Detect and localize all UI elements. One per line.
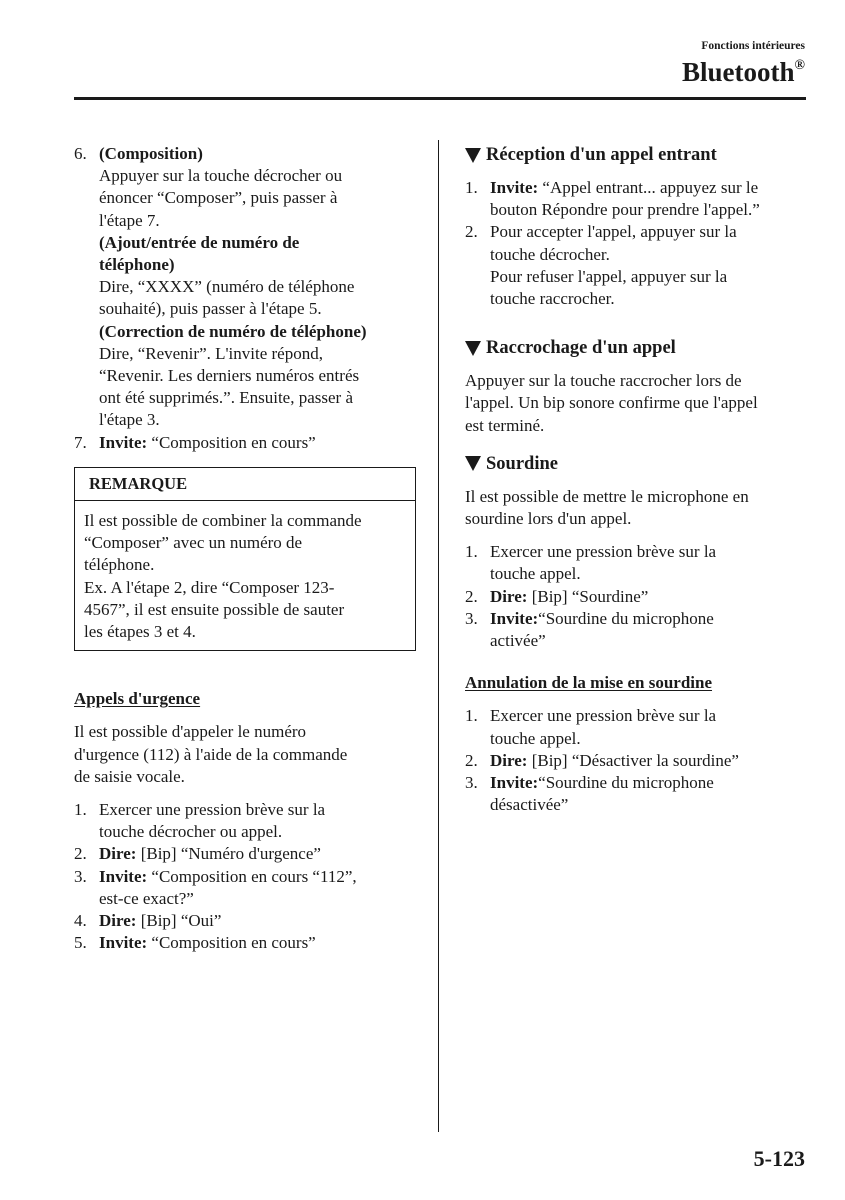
step-label: Invite: xyxy=(99,866,148,886)
incoming-step-2 xyxy=(465,221,810,310)
text-line: touche décrocher ou appel. xyxy=(99,822,283,842)
sub-heading: (Correction de numéro de téléphone) xyxy=(99,321,367,341)
text-line: touche appel. xyxy=(490,728,581,748)
page-title-text: Bluetooth xyxy=(682,57,795,87)
step-number: 1. xyxy=(465,706,478,726)
text-line: touche appel. xyxy=(490,564,581,584)
step-text: “Sourdine du microphone xyxy=(538,773,714,793)
unmute-heading: Annulation de la mise en sourdine xyxy=(465,673,713,693)
text-line: 4567”, il est ensuite possible de sauter xyxy=(84,599,345,619)
text-line: téléphone. xyxy=(84,555,155,575)
heading-text: Sourdine xyxy=(486,453,558,474)
text-line: l'appel. Un bip sonore confirme que l'appel xyxy=(465,393,758,413)
registered-mark: ® xyxy=(794,58,805,73)
emergency-step-3 xyxy=(74,866,416,910)
step-number: 2. xyxy=(465,750,478,770)
step-number: 3. xyxy=(465,773,478,793)
step-label: Invite: xyxy=(99,933,148,953)
mute-heading xyxy=(465,452,810,476)
step-text: [Bip] “Numéro d'urgence” xyxy=(136,844,321,864)
step-text: [Bip] “Désactiver la sourdine” xyxy=(527,750,739,770)
step-number: 2. xyxy=(465,222,478,242)
text-line: l'étape 7. xyxy=(99,210,160,230)
text-line: de saisie vocale. xyxy=(74,766,185,786)
step-text: “Composition en cours” xyxy=(147,432,316,452)
page-number: 5-123 xyxy=(753,1146,805,1171)
note-box xyxy=(74,467,416,651)
note-body xyxy=(75,501,415,650)
text-line: Il est possible de mettre le microphone en xyxy=(465,486,749,506)
header-rule xyxy=(74,97,806,100)
emergency-step-4 xyxy=(74,910,416,932)
text-line: Exercer une pression brève sur la xyxy=(99,800,326,820)
text-line: Dire, “Revenir”. L'invite répond, xyxy=(99,343,323,363)
step-text: “Composition en cours “112”, xyxy=(147,866,357,886)
text-line: Ex. A l'étape 2, dire “Composer 123- xyxy=(84,577,335,597)
mute-step-3 xyxy=(465,608,810,652)
mute-step-1 xyxy=(465,541,810,585)
text-line: d'urgence (112) à l'aide de la commande xyxy=(74,744,348,764)
step-number: 1. xyxy=(465,542,478,562)
right-column xyxy=(465,143,810,816)
unmute-step-3 xyxy=(465,772,810,816)
step-number: 6. xyxy=(74,144,87,163)
step-label: Invite: xyxy=(490,608,539,628)
step-label: Dire: xyxy=(490,750,528,770)
emergency-step-1 xyxy=(74,799,416,843)
sub-heading: téléphone) xyxy=(99,255,175,275)
step-label: Invite: xyxy=(99,432,148,452)
text-line: activée” xyxy=(490,631,546,651)
text-line: Exercer une pression brève sur la xyxy=(490,542,717,562)
unmute-step-1 xyxy=(465,705,810,749)
step-heading: (Composition) xyxy=(99,144,203,163)
text-line: désactivée” xyxy=(490,795,569,815)
text-line: Exercer une pression brève sur la xyxy=(490,706,717,726)
text-line: Appuyer sur la touche raccrocher lors de xyxy=(465,371,742,391)
text-line: touche décrocher. xyxy=(490,244,610,264)
triangle-bullet-icon xyxy=(465,456,481,471)
step-label: Invite: xyxy=(490,773,539,793)
text-line: Pour refuser l'appel, appuyer sur la xyxy=(490,266,728,286)
step-label: Dire: xyxy=(490,586,528,606)
emergency-step-5 xyxy=(74,932,416,954)
step-text: [Bip] “Sourdine” xyxy=(527,586,649,606)
triangle-bullet-icon xyxy=(465,148,481,163)
text-line: bouton Répondre pour prendre l'appel.” xyxy=(490,200,760,220)
text-line: Appuyer sur la touche décrocher ou xyxy=(99,166,343,186)
column-divider xyxy=(438,140,439,1132)
step-label: Dire: xyxy=(99,911,137,931)
step-text: “Sourdine du microphone xyxy=(538,608,714,628)
step-text: “Composition en cours” xyxy=(147,933,316,953)
text-line: souhaité), puis passer à l'étape 5. xyxy=(99,299,322,319)
step-text: “Appel entrant... appuyez sur le xyxy=(538,178,759,197)
text-line: touche raccrocher. xyxy=(490,289,615,309)
step-number: 4. xyxy=(74,911,87,931)
text-line: les étapes 3 et 4. xyxy=(84,622,196,642)
text-line: l'étape 3. xyxy=(99,410,160,430)
heading-text: Raccrochage d'un appel xyxy=(486,338,676,359)
emergency-heading: Appels d'urgence xyxy=(74,689,201,709)
text-line: est terminé. xyxy=(465,415,545,435)
emergency-step-2 xyxy=(74,843,416,865)
step-6 xyxy=(74,143,416,432)
step-number: 7. xyxy=(74,432,87,452)
text-line: Il est possible de combiner la commande xyxy=(84,511,362,531)
step-number: 2. xyxy=(74,844,87,864)
step-number: 5. xyxy=(74,933,87,953)
note-title: REMARQUE xyxy=(75,468,415,501)
hangup-heading xyxy=(465,336,810,360)
page-title xyxy=(682,56,805,88)
mute-step-2 xyxy=(465,586,810,608)
unmute-step-2 xyxy=(465,750,810,772)
header-section-label: Fonctions intérieures xyxy=(701,40,805,52)
step-label: Dire: xyxy=(99,844,137,864)
step-number: 2. xyxy=(465,586,478,606)
text-line: Dire, “XXXX” (numéro de téléphone xyxy=(99,277,355,297)
left-column xyxy=(74,143,416,955)
text-line: est-ce exact?” xyxy=(99,888,194,908)
incoming-call-heading xyxy=(465,143,810,167)
text-line: Pour accepter l'appel, appuyer sur la xyxy=(490,222,737,242)
text-line: Il est possible d'appeler le numéro xyxy=(74,722,307,742)
step-number: 1. xyxy=(74,800,87,820)
step-label: Invite: xyxy=(490,178,539,197)
step-number: 1. xyxy=(465,178,478,197)
text-line: “Composer” avec un numéro de xyxy=(84,533,303,553)
incoming-step-1 xyxy=(465,177,810,221)
step-text: [Bip] “Oui” xyxy=(136,911,222,931)
text-line: énoncer “Composer”, puis passer à xyxy=(99,188,338,208)
text-line: sourdine lors d'un appel. xyxy=(465,509,632,529)
step-7 xyxy=(74,432,416,454)
step-number: 3. xyxy=(74,866,87,886)
heading-text: Réception d'un appel entrant xyxy=(486,145,717,165)
triangle-bullet-icon xyxy=(465,341,481,356)
text-line: ont été supprimés.”. Ensuite, passer à xyxy=(99,388,353,408)
text-line: “Revenir. Les derniers numéros entrés xyxy=(99,366,360,386)
step-number: 3. xyxy=(465,608,478,628)
sub-heading: (Ajout/entrée de numéro de xyxy=(99,232,300,252)
